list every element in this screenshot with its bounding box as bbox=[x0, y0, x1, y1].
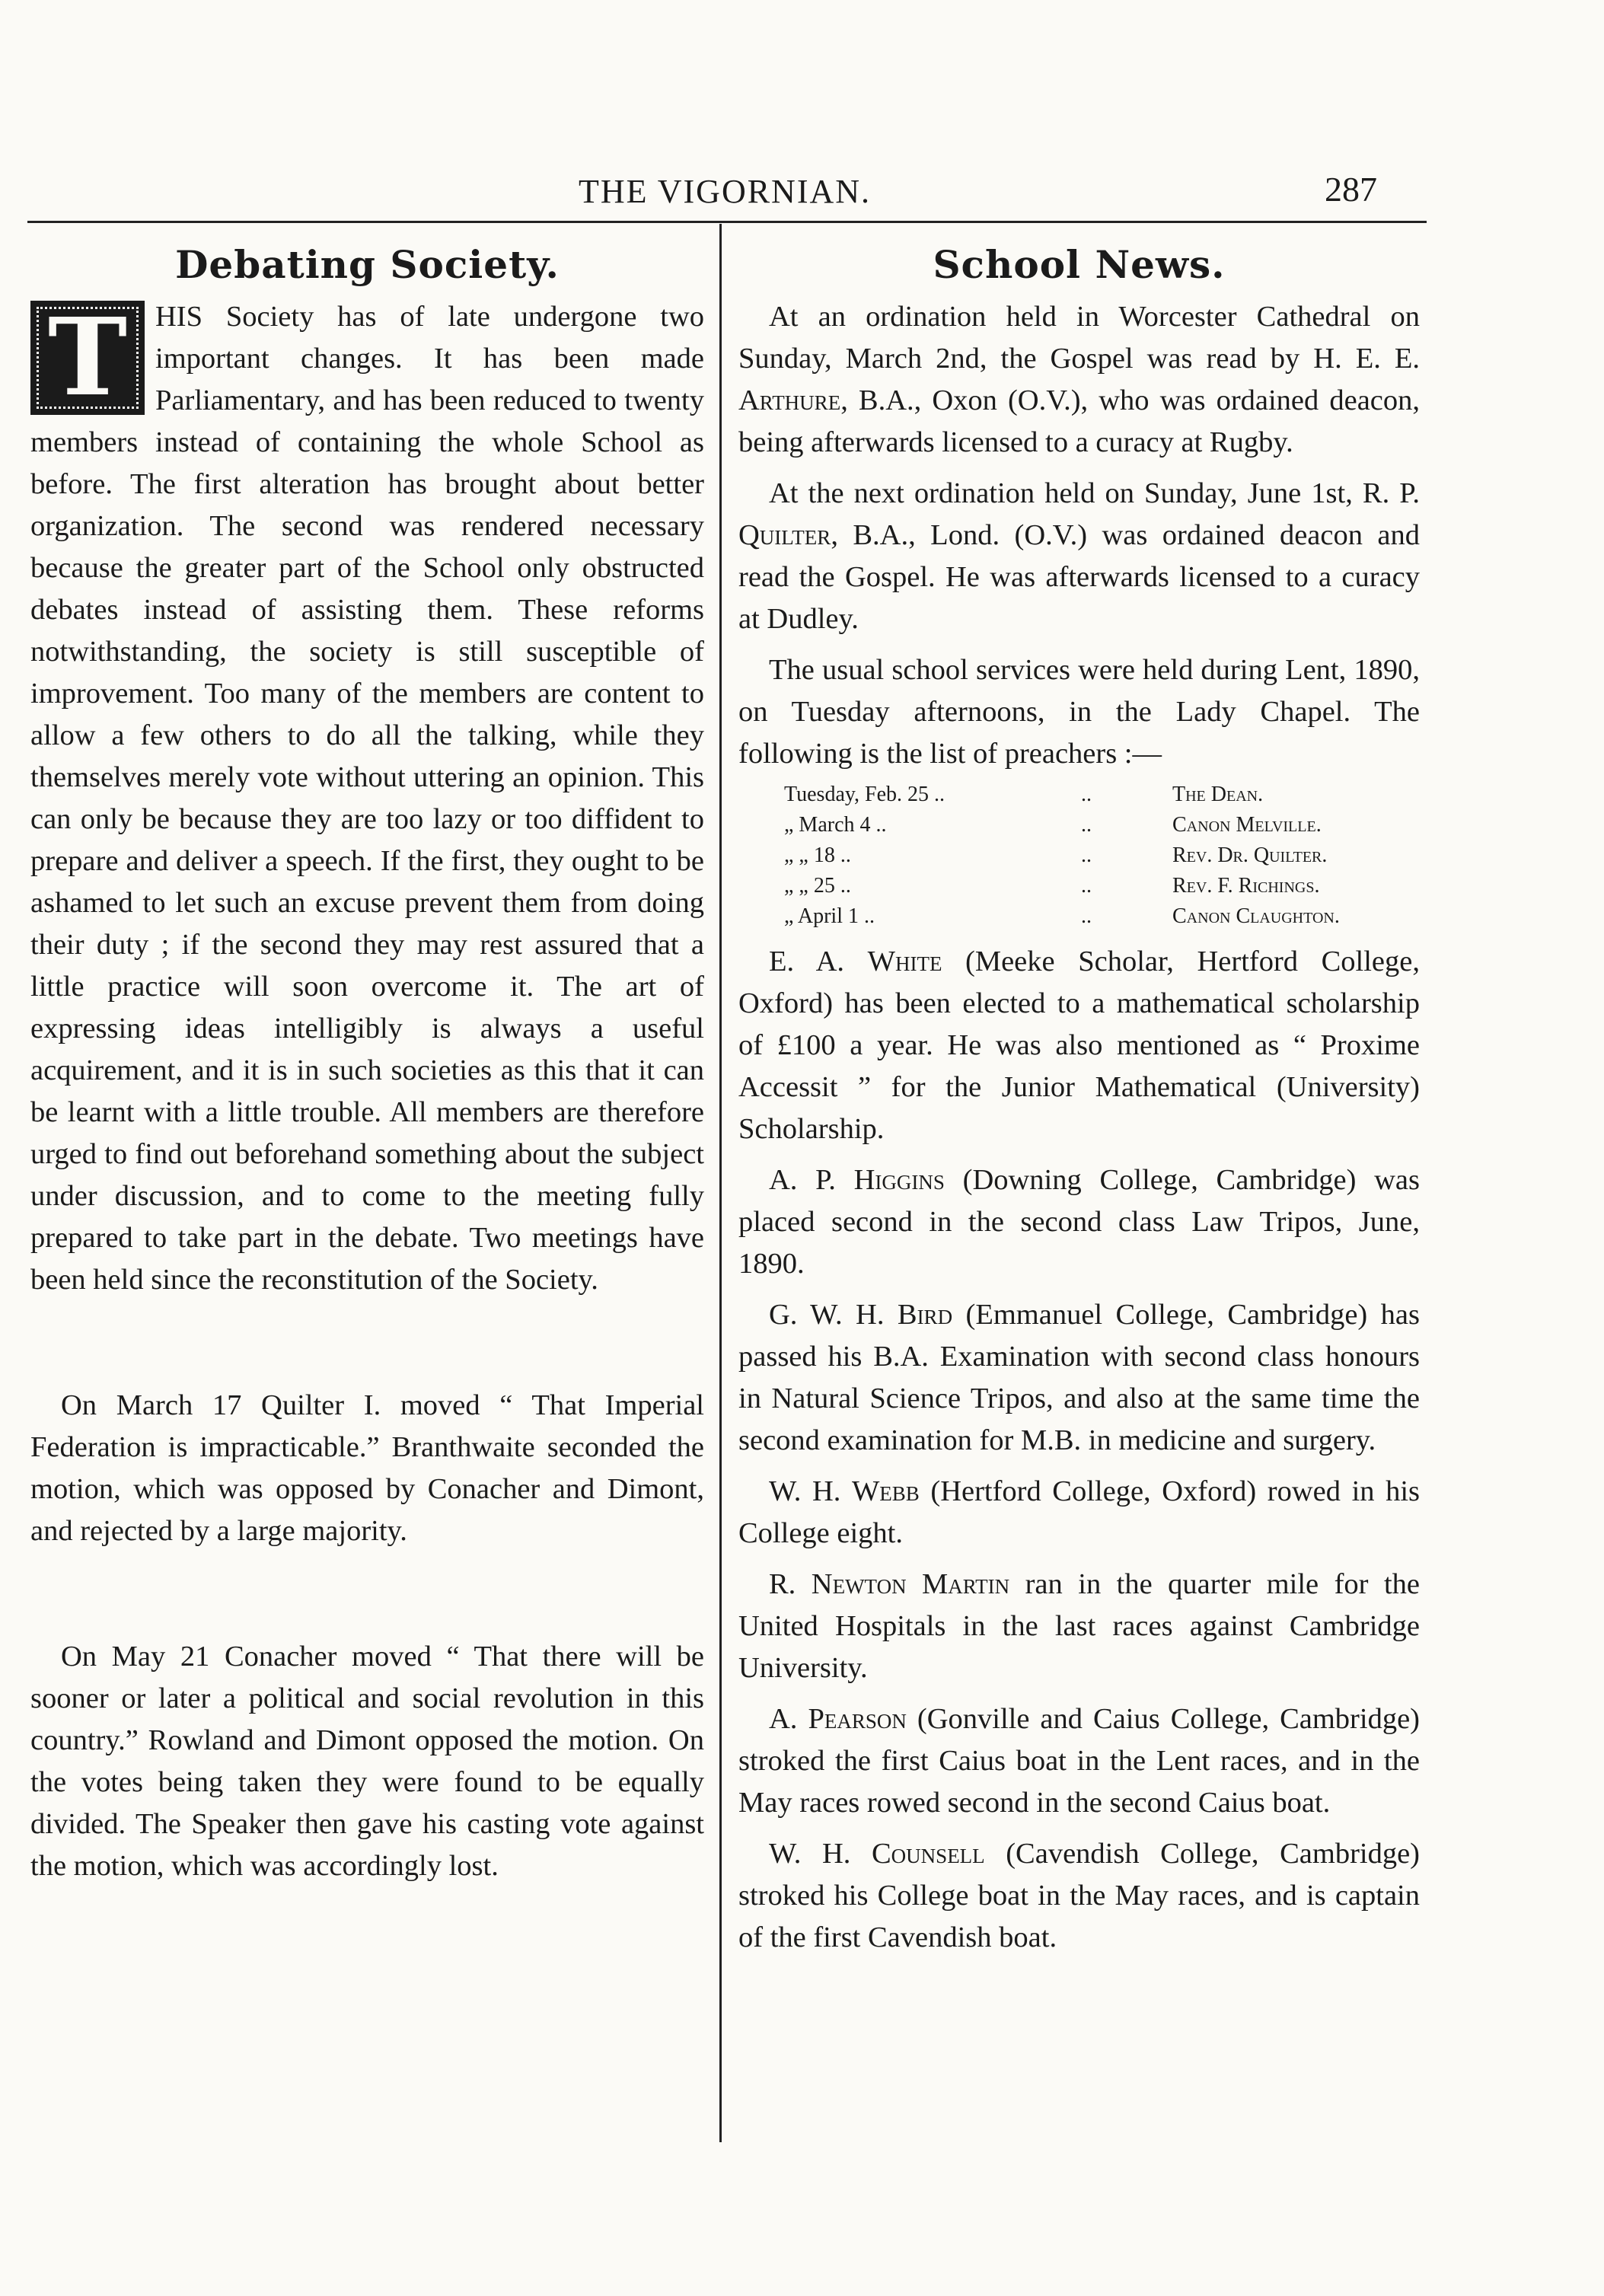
debate-may-paragraph: On May 21 Conacher moved “ That there will be sooner or later a political and social revolution in this country.” Rowland and Dimont opposed the motion. On the votes being taken they were found to be equally divided. The Speaker then gave his casting vote against the motion, which was accordingly lost. bbox=[30, 1641, 704, 1882]
school-news-heading: School News. bbox=[933, 242, 1226, 287]
header-rule bbox=[27, 221, 1427, 223]
debating-society-heading: Debating Society. bbox=[175, 242, 560, 287]
school-news-section bbox=[738, 240, 1420, 1968]
news-services-paragraph: The usual school services were held during Lent, 1890, on Tuesday afternoons, in the Lady Chapel. The following is the list of preachers :— bbox=[738, 654, 1420, 770]
preachers-table bbox=[738, 780, 1420, 932]
news-martin-paragraph: R. Newton Martin ran in the quarter mile for the United Hospitals in the last races against Cambridge University. bbox=[738, 1568, 1420, 1684]
table-row: „ April 1 .. .. Canon Claughton. bbox=[784, 904, 1340, 928]
debating-society-section bbox=[30, 240, 704, 1887]
table-row: Tuesday, Feb. 25 .. .. The Dean. bbox=[784, 783, 1264, 806]
news-bird-paragraph: G. W. H. Bird (Emmanuel College, Cambridge) has passed his B.A. Examination with second class honours in Natural Science Tripos, and also at the same time the second examination for M.B. in medicine and surgery. bbox=[738, 1299, 1420, 1456]
column-divider bbox=[719, 224, 722, 2142]
news-quilter-paragraph: At the next ordination held on Sunday, June 1st, R. P. Quilter, B.A., Lond. (O.V.) was ordained deacon and read the Gospel. He was afterwards licensed to a curacy at Dudley. bbox=[738, 477, 1420, 635]
running-title: THE VIGORNIAN. bbox=[579, 173, 872, 210]
page-number: 287 bbox=[1325, 170, 1377, 209]
news-white-paragraph: E. A. White (Meeke Scholar, Hertford College, Oxford) has been elected to a mathematical scholarship of £100 a year. He was also mentioned as “ Proxime Accessit ” for the Junior Mathematical (University) Scholarship. bbox=[738, 946, 1420, 1145]
news-higgins-paragraph: A. P. Higgins (Downing College, Cambridge) was placed second in the second class Law Tripos, June, 1890. bbox=[738, 1164, 1420, 1280]
news-arthure-paragraph: At an ordination held in Worcester Cathedral on Sunday, March 2nd, the Gospel was read by H. E. E. Arthure, B.A., Oxon (O.V.), who was ordained deacon, being afterwards licensed to a curacy at Rugby. bbox=[738, 301, 1420, 458]
table-row: „ March 4 .. .. Canon Melville. bbox=[784, 813, 1322, 837]
news-counsell-paragraph: W. H. Counsell (Cavendish College, Cambridge) stroked his College boat in the May races, and is captain of the first Cavendish boat. bbox=[738, 1838, 1420, 1953]
paragraph-gap bbox=[30, 1301, 704, 1385]
paragraph-gap bbox=[30, 1552, 704, 1636]
table-row: „ „ 18 .. .. Rev. Dr. Quilter. bbox=[784, 843, 1328, 867]
table-row: „ „ 25 .. .. Rev. F. Richings. bbox=[784, 874, 1320, 898]
debating-intro-paragraph: THIS Society has of late undergone two important changes. It has been made Parliamentary, and has been reduced to twenty members instead of containing the whole School as before. The first alteration has brought about better organization. The second was rendered necessary because the greater part of the School only obstructed debates instead of assisting them. These reforms notwithstanding, the society is still susceptible of improvement. Too many of the members are content to allow a few others to do all the talking, while they themselves merely vote without uttering an opinion. This can only be because they are too lazy or too diffident to prepare and deliver a speech. If the first, they ought to be ashamed to let such an excuse prevent them from doing their duty ; if the second they may rest assured that a little practice will soon overcome it. The art of expressing ideas intelligibly is always a useful acquirement, and it is in such societies as this that it can be learnt with a little trouble. All members are therefore urged to find out beforehand something about the subject under discussion, and to come to the meeting fully prepared to take part in the debate. Two meetings have been held since the reconstitution of the Society. bbox=[30, 295, 704, 1296]
news-webb-paragraph: W. H. Webb (Hertford College, Oxford) rowed in his College eight. bbox=[738, 1475, 1420, 1549]
news-pearson-paragraph: A. Pearson (Gonville and Caius College, Cambridge) stroked the first Caius boat in the Lent races, and in the May races rowed second in the second Caius boat. bbox=[738, 1703, 1420, 1819]
debate-march-paragraph: On March 17 Quilter I. moved “ That Imperial Federation is impracticable.” Branthwaite seconded the motion, which was opposed by Conacher and Dimont, and rejected by a large majority. bbox=[30, 1389, 704, 1547]
page-header bbox=[30, 167, 1416, 228]
drop-cap-t-icon: T bbox=[30, 301, 145, 415]
